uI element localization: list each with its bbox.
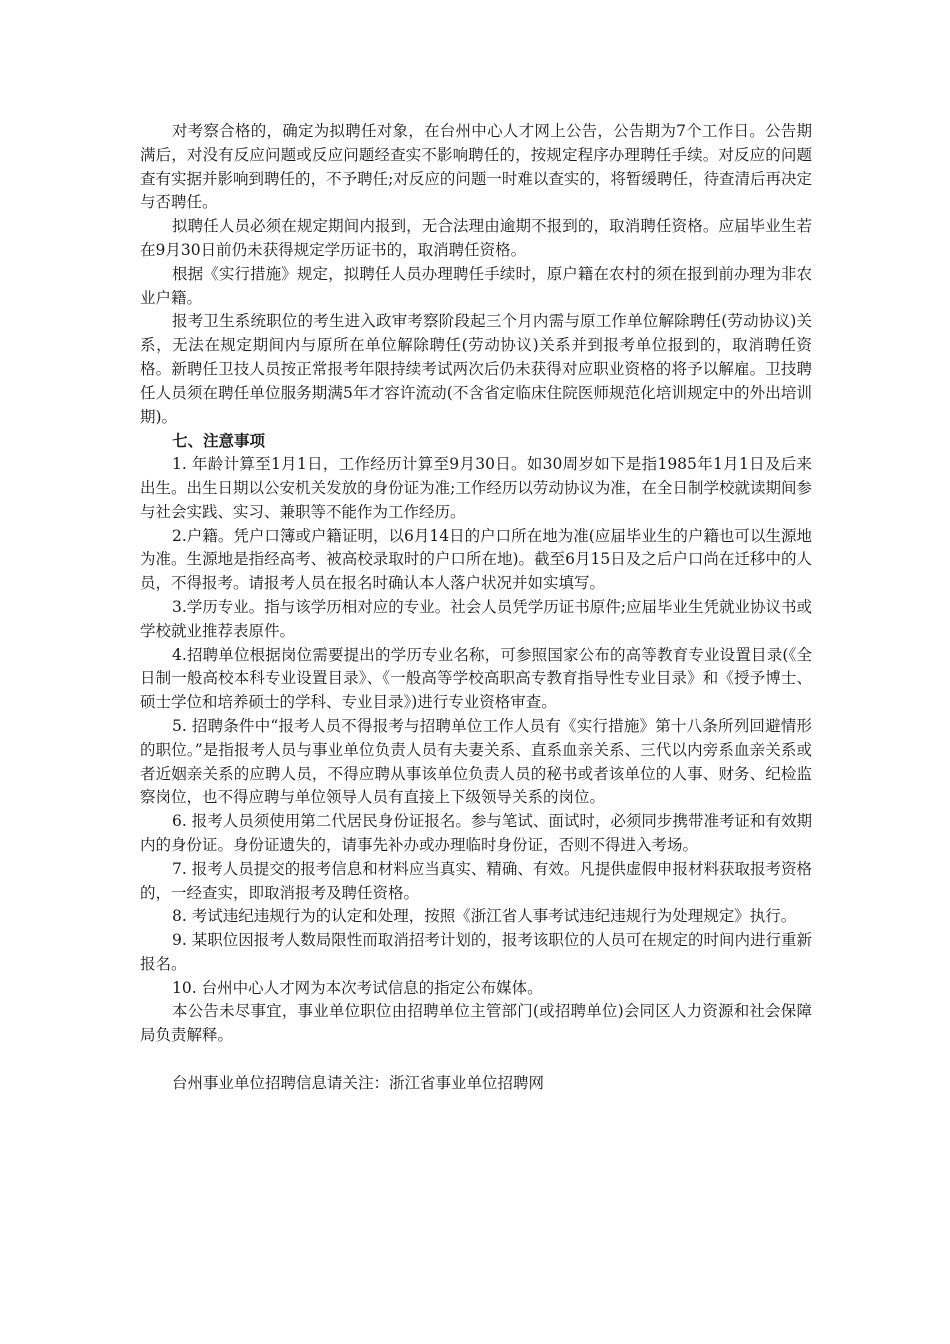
notice-item-10: 10. 台州中心人才网为本次考试信息的指定公布媒体。 (172, 978, 543, 997)
footer-note: 台州事业单位招聘信息请关注：浙江省事业单位招聘网 (172, 1073, 545, 1092)
blank-line (140, 1048, 812, 1072)
paragraph-health-system: 报考卫生系统职位的考生进入政审考察阶段起三个月内需与原工作单位解除聘任(劳动协议)关系，无法在规定期间内与原所在单位解除聘任(劳动协议)关系并到报考单位报到的，取消聘任资格。新聘任卫技人员按正常报考年限持续考试两次后仍未获得对应职业资格的将予以解雇。卫技聘任人员须在聘任单位服务期满5年才容许流动(不含省定临床住院医师规范化培训规定中的外出培训期)。 (140, 312, 812, 426)
document-page (140, 120, 812, 1096)
notice-item-7: 7. 报考人员提交的报考信息和材料应当真实、精确、有效。凡提供虚假申报材料获取报考资格的，一经查实，即取消报考及聘任资格。 (140, 859, 812, 902)
section-heading: 七、注意事项 (172, 431, 266, 451)
notice-item-8: 8. 考试违纪违规行为的认定和处理，按照《浙江省人事考试违纪违规行为处理规定》执行。 (172, 907, 797, 926)
paragraph-report-deadline: 拟聘任人员必须在规定期间内报到，无合法理由逾期不报到的，取消聘任资格。应届毕业生若在9月30日前仍未获得规定学历证书的，取消聘任资格。 (140, 217, 812, 259)
notice-item-5: 5. 招聘条件中“报考人员不得报考与招聘单位工作人员有《实行措施》第十八条所列回避情形的职位。”是指报考人员与事业单位负责人员有夫妻关系、直系血亲关系、三代以内旁系血亲关系或者近姻亲关系的应聘人员，不得应聘从事该单位负责人员的秘书或者该单位的人事、财务、纪检监察岗位，也不得应聘与单位领导人员有直接上下级领导关系的岗位。 (140, 716, 812, 807)
closing-paragraph: 本公告未尽事宜，事业单位职位由招聘单位主管部门(或招聘单位)会同区人力资源和社会保障局负责解释。 (140, 1002, 812, 1045)
notice-item-2: 2.户籍。凭户口簿或户籍证明，以6月14日的户口所在地为准(应届毕业生的户籍也可以生源地为准。生源地是指经高考、被高校录取时的户口所在地)。截至6月15日及之后户口尚在迁移中的人员，不得报考。请报考人员在报名时确认本人落户状况并如实填写。 (140, 526, 812, 593)
notice-item-6: 6. 报考人员须使用第二代居民身份证报名。参与笔试、面试时，必须同步携带准考证和有效期内的身份证。身份证遗失的，请事先补办或办理临时身份证，否则不得进入考场。 (140, 812, 812, 854)
notice-item-4: 4.招聘单位根据岗位需要提出的学历专业名称，可参照国家公布的高等教育专业设置目录(《全日制一般高校本科专业设置目录》、《一般高等学校高职高专教育指导性专业目录》和《授予博士、硕士学位和培养硕士的学科、专业目录》)进行专业资格审查。 (140, 645, 812, 712)
paragraph-household-registration: 根据《实行措施》规定，拟聘任人员办理聘任手续时，原户籍在农村的须在报到前办理为非农业户籍。 (140, 264, 812, 307)
notice-item-3: 3.学历专业。指与该学历相对应的专业。社会人员凭学历证书原件;应届毕业生凭就业协议书或学校就业推荐表原件。 (140, 597, 813, 640)
notice-item-9: 9. 某职位因报考人数局限性而取消招考计划的，报考该职位的人员可在规定的时间内进行重新报名。 (140, 931, 812, 973)
notice-item-1: 1. 年龄计算至1月1日，工作经历计算至9月30日。如30周岁如下是指1985年1月1日及后来出生。出生日期以公安机关发放的身份证为准;工作经历以劳动协议为准，在全日制学校就读期间参与社会实践、实习、兼职等不能作为工作经历。 (140, 455, 812, 521)
paragraph-public-notice: 对考察合格的，确定为拟聘任对象，在台州中心人才网上公告，公告期为7个工作日。公告期满后，对没有反应问题或反应问题经查实不影响聘任的，按规定程序办理聘任手续。对反应的问题查有实据并影响到聘任的，不予聘任;对反应的问题一时难以查实的，将暂缓聘任，待查清后再决定与否聘任。 (140, 122, 812, 212)
